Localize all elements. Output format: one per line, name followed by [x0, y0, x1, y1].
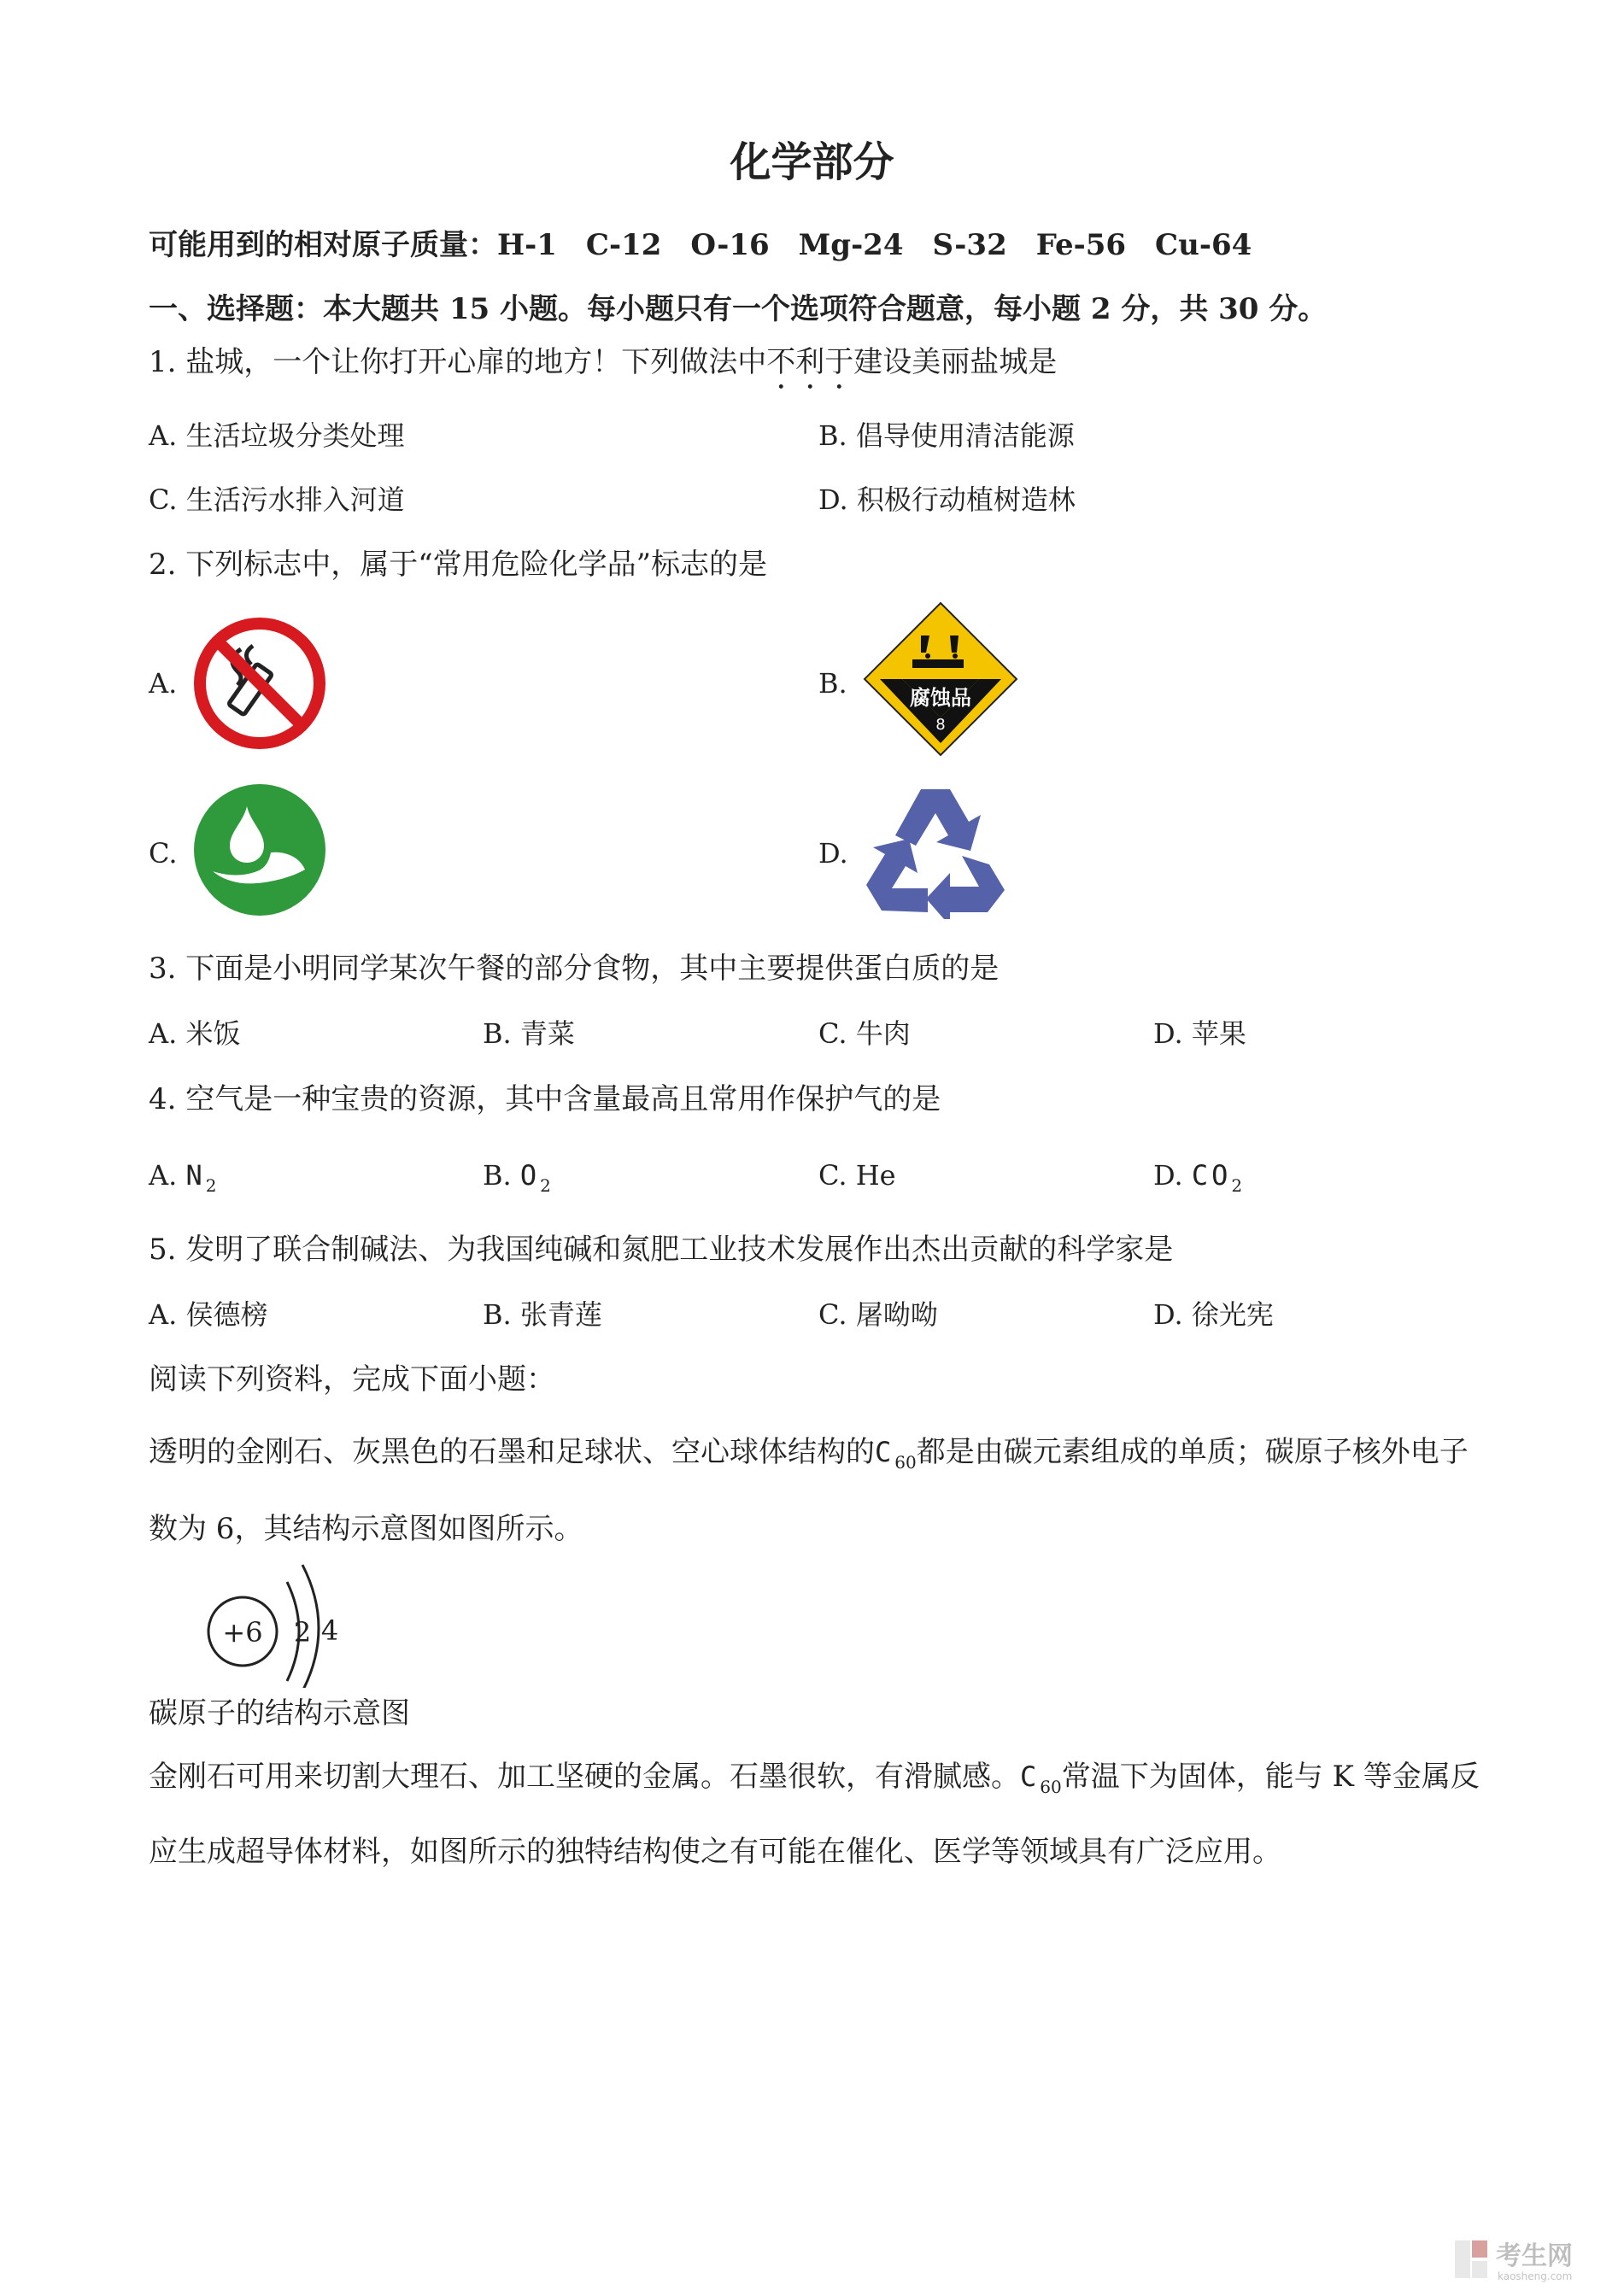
- q1-option-a: A. 生活垃圾分类处理: [149, 419, 405, 452]
- q2-option-a: A.: [149, 667, 178, 700]
- carbon-atom-diagram: [202, 1560, 347, 1688]
- reading-paragraph-4: 应生成超导体材料，如图所示的独特结构使之有可能在催化、医学等领域具有广泛应用。: [149, 1835, 1281, 1869]
- formula: O: [519, 1159, 541, 1192]
- formula: N: [185, 1159, 206, 1192]
- page-title: 化学部分: [730, 138, 894, 186]
- formula: C: [875, 1436, 895, 1468]
- atomic-mass-line: 可能用到的相对原子质量：H-1 C-12 O-16 Mg-24 S-32 Fe-56 Cu-64: [149, 228, 1252, 262]
- watermark: [1453, 2235, 1615, 2287]
- watermark-url: kaosheng.com: [1498, 2270, 1573, 2282]
- q1-option-c: C. 生活污水排入河道: [149, 483, 405, 516]
- q4-option-b: B. $O_2$: [483, 1159, 551, 1196]
- question-1-stem: 1. 盐城，一个让你打开心扉的地方！下列做法中不利于建设美丽盐城是: [149, 345, 1058, 379]
- electron-shell-2-count: 4: [320, 1614, 339, 1647]
- q2-option-c: C.: [149, 837, 178, 870]
- q3-option-d: D. 苹果: [1153, 1017, 1246, 1050]
- question-4-stem: 4. 空气是一种宝贵的资源，其中含量最高且常用作保护气的是: [149, 1082, 941, 1116]
- q4-option-d: D. $CO_2$: [1153, 1159, 1243, 1196]
- formula: CO: [1191, 1159, 1232, 1192]
- water-saving-sign-icon: [192, 782, 327, 917]
- q4-option-c: C. He: [818, 1159, 896, 1192]
- reading-paragraph-2: 数为 6，其结构示意图如图所示。: [149, 1512, 583, 1546]
- section-heading: 一、选择题：本大题共 15 小题。每小题只有一个选项符合题意，每小题 2 分，共 30 分。: [149, 292, 1328, 326]
- recycling-sign-icon: [861, 782, 1010, 919]
- question-2-stem: 2. 下列标志中，属于“常用危险化学品”标志的是: [149, 548, 768, 582]
- reading-intro: 阅读下列资料，完成下面小题：: [149, 1362, 555, 1397]
- q3-option-c: C. 牛肉: [818, 1017, 911, 1050]
- q3-option-b: B. 青菜: [483, 1017, 575, 1050]
- reading-paragraph-3: 金刚石可用来切割大理石、加工坚硬的金属。石墨很软，有滑腻感。$C_{60}$常温下为固体，能与 K 等金属反: [149, 1760, 1480, 1797]
- reading-paragraph-1: 透明的金刚石、灰黑色的石墨和足球状、空心球体结构的$C_{60}$都是由碳元素组成的单质；碳原子核外电子: [149, 1435, 1469, 1473]
- q1-option-d: D. 积极行动植树造林: [818, 483, 1076, 516]
- q5-option-d: D. 徐光宪: [1153, 1298, 1274, 1331]
- q2-option-d: D.: [818, 837, 848, 870]
- q5-option-b: B. 张青莲: [483, 1298, 602, 1331]
- corrosive-hazard-sign-icon: [861, 600, 1020, 758]
- electron-shell-1-count: 2: [293, 1616, 312, 1649]
- q3-option-a: A. 米饭: [149, 1017, 241, 1050]
- formula: C: [1020, 1760, 1041, 1793]
- atom-nucleus-label: +6: [222, 1616, 263, 1649]
- emphasis-text: 不利于: [766, 345, 854, 379]
- question-3-stem: 3. 下面是小明同学某次午餐的部分食物，其中主要提供蛋白质的是: [149, 952, 1000, 986]
- q4-option-a: A. $N_2$: [149, 1159, 217, 1196]
- atom-diagram-caption: 碳原子的结构示意图: [149, 1696, 410, 1731]
- watermark-logo-icon: [1453, 2235, 1615, 2283]
- q5-option-c: C. 屠呦呦: [818, 1298, 938, 1331]
- question-5-stem: 5. 发明了联合制碱法、为我国纯碱和氮肥工业技术发展作出杰出贡献的科学家是: [149, 1233, 1174, 1267]
- no-smoking-sign-icon: [190, 613, 330, 753]
- q5-option-a: A. 侯德榜: [149, 1298, 268, 1331]
- q1-option-b: B. 倡导使用清洁能源: [818, 419, 1075, 452]
- q2-option-b: B.: [818, 667, 847, 700]
- corrosive-sign-number: 8: [935, 716, 946, 734]
- watermark-name: 考生网: [1496, 2241, 1573, 2271]
- corrosive-sign-label: 腐蚀品: [910, 686, 971, 710]
